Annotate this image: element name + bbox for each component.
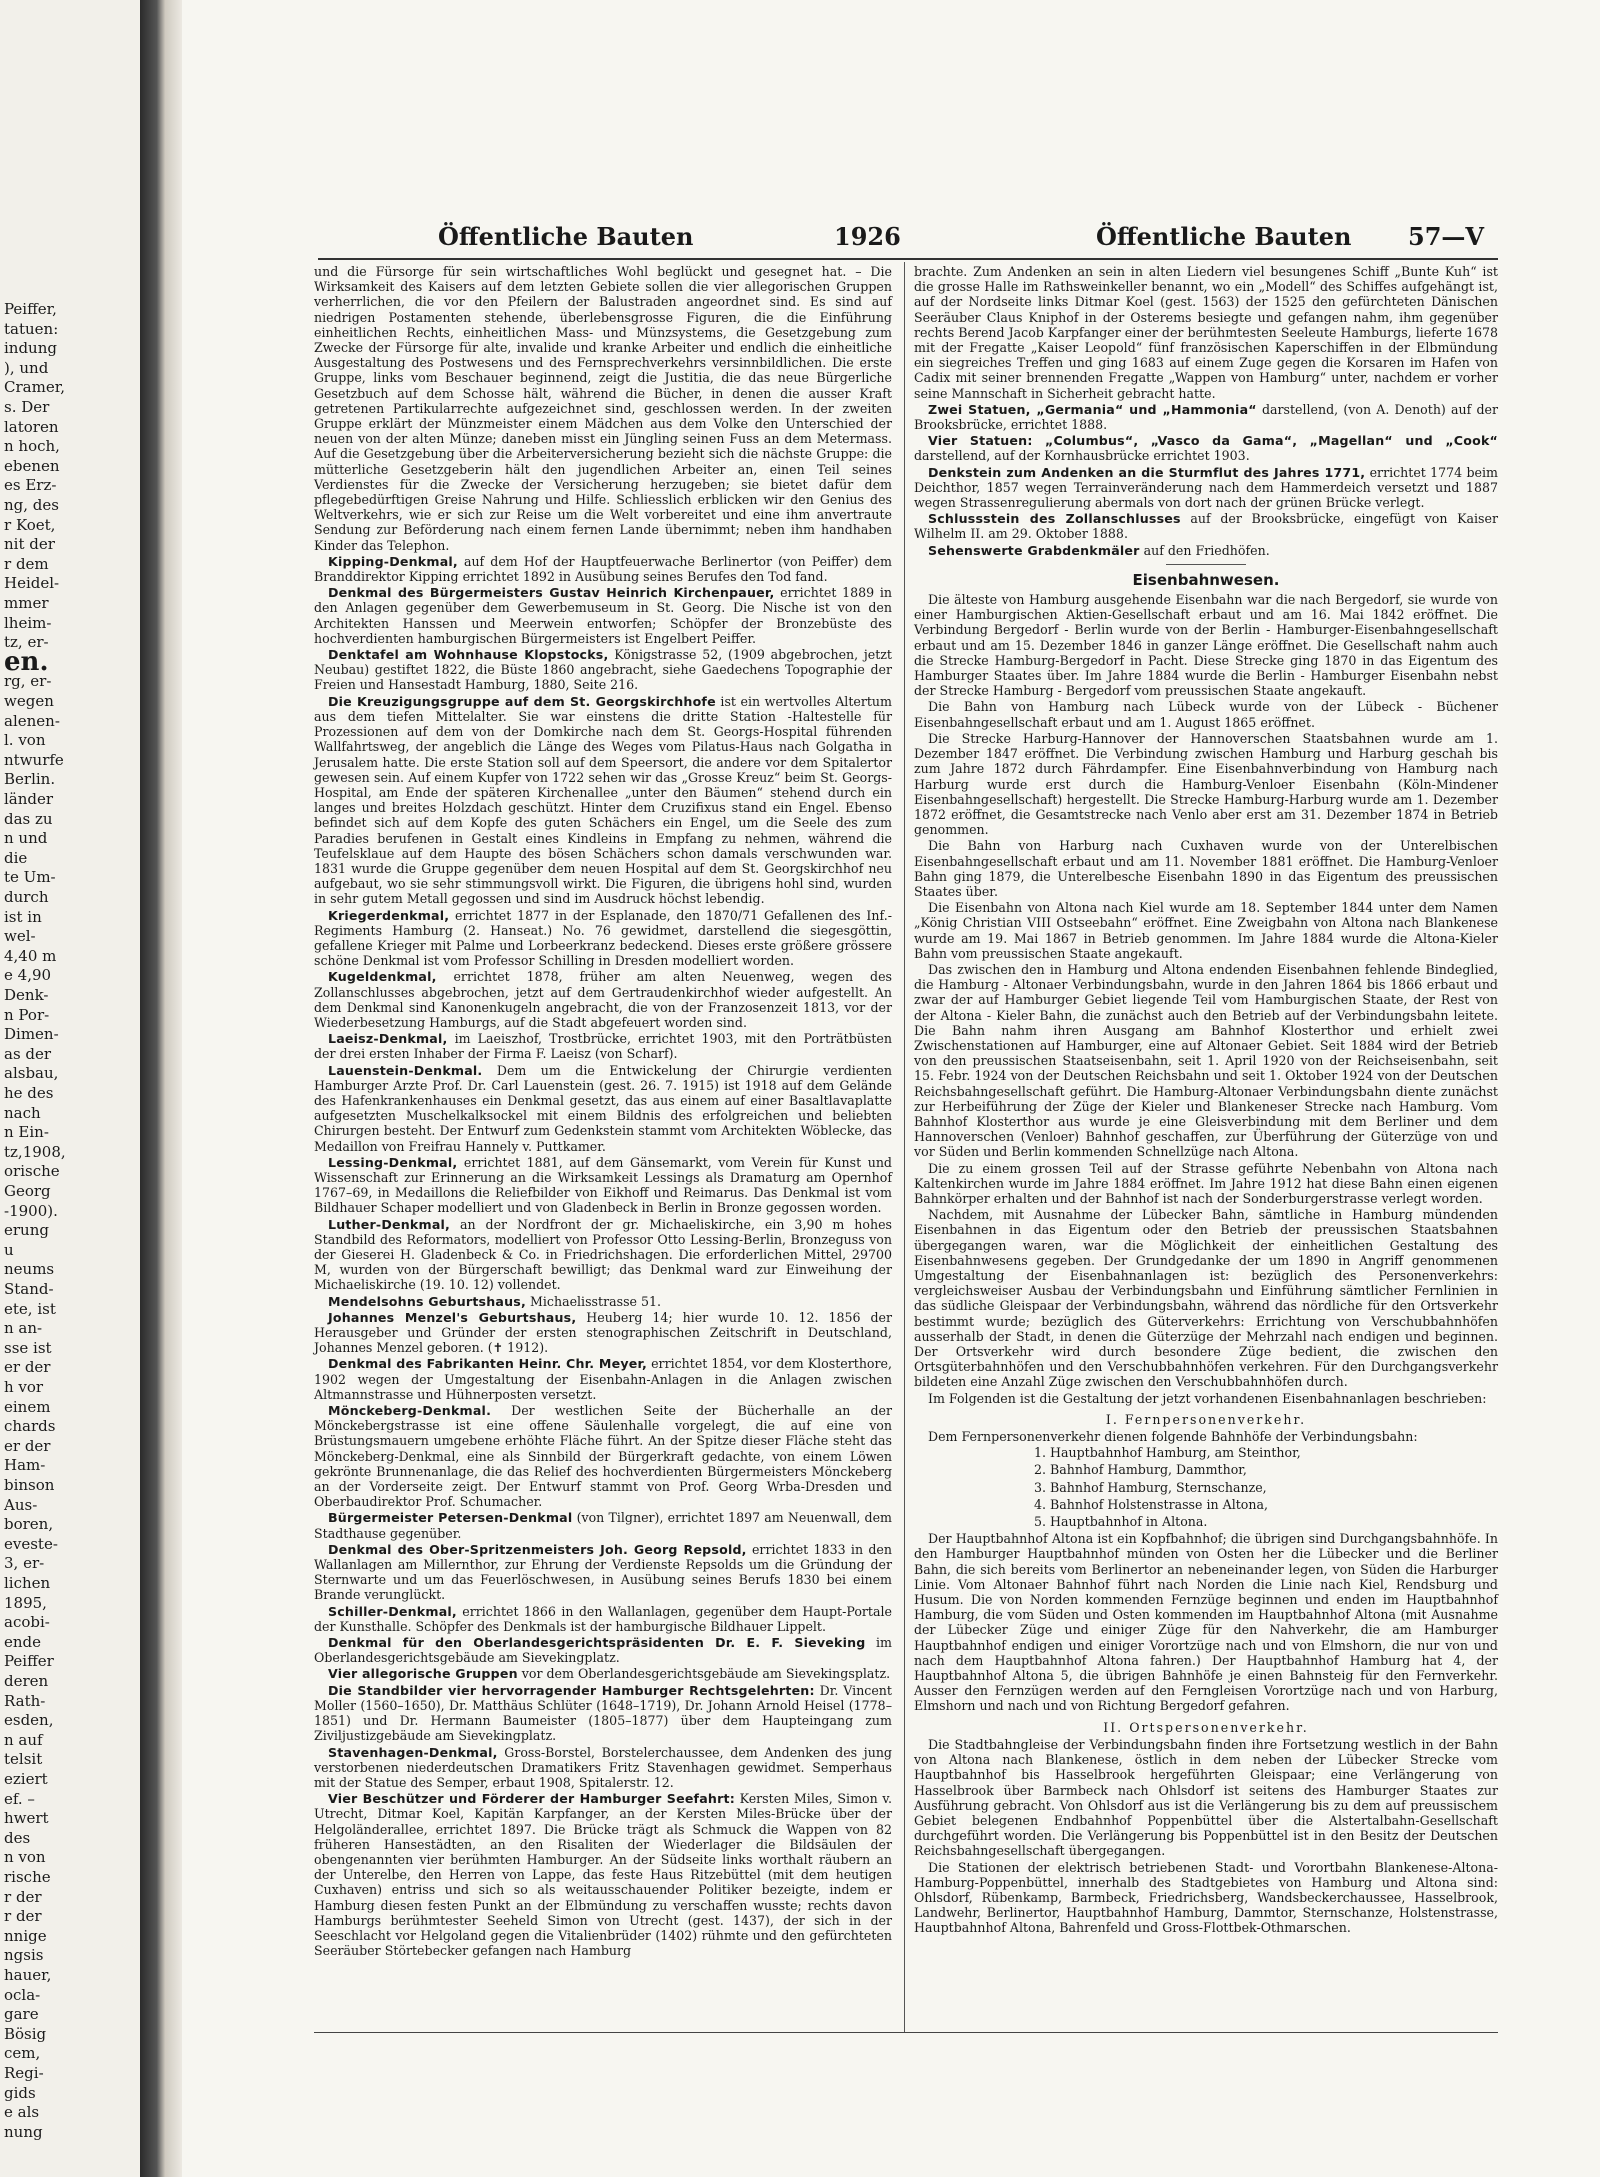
monument-entry — [314, 908, 892, 969]
left-fragment-line: r der — [4, 1887, 42, 1906]
left-fragment-line: Berlin. — [4, 770, 56, 789]
page — [182, 0, 1600, 2177]
left-fragment-line: tatuen: — [4, 319, 59, 338]
header-right-title: Öffentliche Bauten — [1096, 222, 1352, 251]
book-gutter — [140, 0, 182, 2177]
entry-heading: Kipping-Denkmal, — [328, 553, 458, 569]
left-fragment-line: -1900). — [4, 1201, 58, 1220]
left-fragment-line: Rath- — [4, 1691, 46, 1710]
left-fragment-line: telsit — [4, 1750, 43, 1769]
left-fragment-line: Dimen- — [4, 1025, 59, 1044]
eisenbahn-paragraph: Die Eisenbahn von Altona nach Kiel wurde am 18. September 1844 unter dem Namen „König Christian VIII Ostseebahn“ eröffnet. Eine Zweigbahn von Altona nach Blankenese wurde am 19. Mai 1867 in Betrieb genommen. Im Jahre 1884 wurde die Altona-Kieler Bahn vom preussischen Staate angekauft. — [914, 900, 1498, 961]
entry-text: errichtet 1881, auf dem Gänsemarkt, vom Verein für Kunst und Wissenschaft zur Erinnerung an die Wirksamkeit Lessings als Dramaturg am Opernhof 1767–69, in Medaillons die Reliefbilder von Eikhoff und Reimarus. Das Denkmal ist vom Bildhauer Schaper modelliert und von Gladenbeck in Berlin in Bronze gegossen worden. — [314, 1154, 892, 1216]
left-fragment-line: l. von — [4, 731, 46, 750]
header-left-title: Öffentliche Bauten — [438, 222, 694, 251]
entry-heading: Die Standbilder vier hervorragender Hamburger Rechtsgelehrten: — [328, 1682, 815, 1698]
left-page-fragment — [0, 0, 140, 2177]
left-fragment-line: as der — [4, 1044, 52, 1063]
entry-heading: Schiller-Denkmal, — [328, 1603, 457, 1619]
page-header — [182, 222, 1600, 262]
monument-entry — [914, 402, 1498, 432]
entry-text: brachte. Zum Andenken an sein in alten Liedern viel besungenes Schiff „Bunte Kuh“ ist die grosse Halle im Rathsweinkeller benannt, wo ein „Modell“ des Schiffes aufgehängt ist, auf der Nordseite links Ditmar Koel (gest. 1563) der 1525 den gefürchteten Dänischen Seeräuber Claus Kniphof in der Osterems besiegte und gefangen nahm, ihm gegenüber rechts Berend Jacob Karpfanger einer der berühmtesten Seeleute Hamburgs, lieferte 1678 mit der Fregatte „Kaiser Leopold“ fünf französischen Kaperschiffen in der Elbmündung ein siegreiches Treffen und ging 1683 auf einem Zuge gegen die Korsaren im Hafen von Cadix mit seiner brennenden Fregatte „Wappen von Hamburg“ unter, nachdem er vorher seine Mannschaft in Sicherheit gebracht hatte. — [914, 264, 1498, 401]
left-fragment-line: nach — [4, 1103, 41, 1122]
station-list — [914, 1445, 1498, 1529]
left-fragment-line: ende — [4, 1632, 42, 1651]
entry-heading: Lessing-Denkmal, — [328, 1154, 458, 1170]
left-fragment-line: orische — [4, 1162, 60, 1181]
left-fragment-line: länder — [4, 790, 54, 808]
entry-text: errichtet 1854, vor dem Klosterthore, 1902 wegen der Umgestaltung der Eisenbahn-Anlagen in die Anlagen zwischen Altmannstrasse und Hühnerposten versetzt. — [314, 1356, 892, 1402]
monument-entry — [314, 1403, 892, 1509]
left-fragment-line: r Koet, — [4, 515, 56, 534]
left-fragment-line: rg, er- — [4, 672, 52, 691]
station-item: 5. Hauptbahnhof in Altona. — [1034, 1514, 1208, 1530]
entry-text: auf den Friedhöfen. — [1143, 542, 1270, 558]
entry-text: im Laeiszhof, Trostbrücke, errichtet 1903, mit den Porträtbüsten der drei ersten Inhaber der Firma F. Laeisz (von Scharf). — [314, 1031, 892, 1062]
entry-heading: Vier allegorische Gruppen — [328, 1666, 518, 1682]
left-fragment-line: er der — [4, 1436, 51, 1455]
entry-text: im Oberlandesgerichtsgebäude am Sievekingplatz. — [314, 1635, 892, 1666]
left-fragment-line: ocla- — [4, 1985, 41, 2004]
entry-text: auf der Brooksbrücke, eingefügt von Kaiser Wilhelm II. am 29. Oktober 1888. — [914, 511, 1498, 542]
left-fragment-line: gids — [4, 2083, 36, 2102]
left-fragment-line: erung — [4, 1221, 49, 1240]
monument-entry — [314, 554, 892, 584]
left-fragment-line: n Por- — [4, 1005, 50, 1024]
monument-entry — [314, 1217, 892, 1293]
entry-text: errichtet 1877 in der Esplanade, den 1870/71 Gefallenen des Inf.-Regiments Hamburg (2. Hanseat.) No. 76 gewidmet, darstellend die siegesgöttin, gefallene Krieger mit Palme und Lorbeerkranz bedeckend. Dieses erste größere grössere schöne Denkmal ist vom Professor Schilling in Dresden modelliert worden. — [314, 907, 892, 969]
left-fragment-line: Peiffer — [4, 1652, 54, 1671]
left-fragment-line: e als — [4, 2103, 40, 2122]
left-fragment-line: r der — [4, 1907, 42, 1926]
page-number: 57—V — [1408, 222, 1485, 251]
left-fragment-line: rische — [4, 1868, 51, 1886]
monument-entry — [314, 1635, 892, 1665]
eisenbahn-paragraphs — [914, 592, 1498, 1406]
monument-entry — [314, 1745, 892, 1791]
left-fragment-line: es Erz- — [4, 476, 57, 495]
left-fragment-line: alsbau, — [4, 1064, 59, 1083]
entry-heading: Stavenhagen-Denkmal, — [328, 1744, 498, 1760]
left-fragment-line: die — [4, 848, 28, 867]
monument-entry — [314, 585, 892, 646]
left-fragment-line: latoren — [4, 417, 59, 436]
header-year: 1926 — [834, 222, 901, 251]
eisenbahn-paragraph: Die Bahn von Hamburg nach Lübeck wurde von der Lübeck - Büchener Eisenbahngesellschaft erbaut und am 1. August 1865 eröffnet. — [914, 699, 1498, 730]
monument-entry — [314, 694, 892, 907]
monument-entry — [314, 1294, 892, 1309]
left-fragment-line: e 4,90 — [4, 966, 52, 985]
orts-text: Die Stadtbahngleise der Verbindungsbahn finden ihre Fortsetzung westlich in der Bahn von Altona nach Blankenese, östlich in dem neben der Lübecker Strecke vom Hauptbahnhof bis Hasselbrook hergeführten Gleispaar; eine Verlängerung von Hasselbrook über Barmbeck nach Ohlsdorf ist seitens des Hamburger Staates zur Ausführung gebracht. Von Ohlsdorf aus ist die Verlängerung bis zu dem auf preussischem Gebiet belegenen Endbahnhof Poppenbüttel über die Alstertalbahn-Gesellschaft durchgeführt worden. Die Verlängerung bis Poppenbüttel ist in den Besitz der Deutschen Reichsbahngesellschaft übergegangen. — [914, 1736, 1498, 1859]
entry-heading: Mönckeberg-Denkmal. — [328, 1403, 492, 1419]
eisenbahn-paragraph: Die zu einem grossen Teil auf der Strasse geführte Nebenbahn von Altona nach Kaltenkirchen wurde im Jahre 1884 eröffnet. Im Jahre 1912 hat diese Bahn einen eigenen Bahnkörper erhalten und der Bahnhof ist nach der Sonderburgerstrasse verlegt worden. — [914, 1160, 1498, 1206]
left-fragment-line: neums — [4, 1260, 55, 1279]
left-fragment-line: Peiffer, — [4, 300, 57, 318]
orts-text-2: Die Stationen der elektrisch betriebenen Stadt- und Vorortbahn Blankenese-Altona-Hamburg-Poppenbüttel, innerhalb des Stadtgebietes von Hamburg und Altona sind: Ohlsdorf, Rübenkamp, Barmbeck, Friedrichsberg, Wandsbeckerchaussee, Hasselbrook, Landwehr, Berlinertor, Hauptbahnhof Hamburg, Dammtor, Sternschanze, Holstenstrasse, Hauptbahnhof Altona, Bahrenfeld und Gross-Flottbek-Othmarschen. — [914, 1859, 1498, 1936]
entry-heading: Zwei Statuen, „Germania“ und „Hammonia“ — [928, 401, 1257, 417]
entry-heading: Laeisz-Denkmal, — [328, 1031, 448, 1047]
section-divider — [1166, 564, 1246, 565]
left-fragment-line: durch — [4, 888, 49, 906]
monument-entry — [314, 1356, 892, 1402]
left-fragment-line: Heidel- — [4, 574, 60, 593]
left-fragment-line: Aus- — [4, 1495, 38, 1514]
left-fragment-line: ), und — [4, 358, 49, 377]
left-fragment-line: 1895, — [4, 1593, 47, 1612]
entry-text: und die Fürsorge für sein wirtschaftliches Wohl beglückt und gesegnet hat. – Die Wirksamkeit des Kaisers auf dem letzten Gebiete sollen die vier allegorischen Gruppen verherrlichen, die vor den Pfeilern der Balustraden angeordnet sind. Es sind auf niedrigen Postamenten stehende, überlebensgrosse Figuren, die die Einführung einheitlichen Rechts, einheitlichen Mass- und Münzsystems, die Gesetzgebung zum Zwecke der Fürsorge für alte, invalide und kranke Arbeiter und endlich die einheitliche Ausgestaltung des Postwesens und des Fernsprechverkehrs versinnbildlichen. Die erste Gruppe, links vom Beschauer beginnend, zeigt die Justitia, die das neue Bürgerliche Gesetzbuch auf dem Schosse hält, während die Bücher, in denen die ausser Kraft getretenen Partikularrechte aufgezeichnet sind, geschlossen werden. In der zweiten Gruppe erklärt der Münzmeister einem Mädchen aus dem Volke den Unterschied der neuen von der alten Münze; daneben misst ein Jüngling seinen Fuss an dem Metermass. Auf die Gesetzgebung über die Arbeiterversicherung bezieht sich die nächste Gruppe: die mütterliche Gesetzgeberin hält den jugendlichen Arbeiter an, einen Teil seines Verdienstes für die Zwecke der Versicherung herzugeben; sie bietet dafür dem pflegebedürftigen Greise Nahrung und Hilfe. Schliesslich erblicken wir den Genius des Weltverkehrs, wie er sich zur Reise um die Welt vorbereitet und eine ihm anvertraute Sendung zur Beförderung nach einem fernen Lande übernimmt; neben ihm handhaben Kinder das Telephon. — [314, 264, 892, 553]
left-fragment-line: Cramer, — [4, 378, 65, 397]
entry-heading: Denkmal des Bürgermeisters Gustav Heinrich Kirchenpauer, — [328, 585, 775, 601]
monument-entry — [314, 969, 892, 1030]
left-fragment-line: s. Der — [4, 398, 50, 416]
left-fragment-line: u — [4, 1240, 14, 1259]
subsection-ortspersonenverkehr: II. Ortspersonenverkehr. — [1103, 1719, 1309, 1735]
left-fragment-line: ef. – — [4, 1789, 35, 1808]
station-item: 3. Bahnhof Hamburg, Sternschanze, — [1034, 1479, 1267, 1495]
left-fragment-line: binson — [4, 1476, 55, 1494]
station-item: 2. Bahnhof Hamburg, Dammthor, — [1034, 1462, 1247, 1478]
entry-heading: Bürgermeister Petersen-Denkmal — [328, 1510, 573, 1526]
left-fragment-line: te Um- — [4, 868, 56, 887]
monument-entry — [914, 465, 1498, 511]
monument-entry — [914, 433, 1498, 463]
left-fragment-line: ist in — [4, 907, 42, 926]
monument-entry — [314, 1510, 892, 1540]
left-fragment-line: n hoch, — [4, 437, 60, 456]
entry-text: errichtet 1878, früher am alten Neuenweg, wegen des Zollanschlusses abgebrochen, jetzt auf dem Gertraudenkirchhof wieder aufgestellt. An dem Denkmal sind Kanonenkugeln angebracht, die von der Franzosenzeit 1813, vor der Wiederbesetzung Hamburgs, auf die Stadt abgefeuert worden sind. — [314, 969, 892, 1030]
left-fragment-line: sse ist — [4, 1338, 52, 1357]
left-fragment-line: mmer — [4, 594, 49, 612]
left-fragment-line: Bösig — [4, 2024, 47, 2043]
left-fragment-line: n auf — [4, 1730, 43, 1749]
eisenbahn-paragraph: Die Bahn von Harburg nach Cuxhaven wurde von der Unterelbischen Eisenbahngesellschaft erbaut und am 11. November 1881 eröffnet. Die Hamburg-Venloer Bahn ging 1879, die Unterelbesche Eisenbahn 1890 in das Eigentum des preussischen Staates über. — [914, 838, 1498, 899]
entry-text: Der westlichen Seite der Bücherhalle an der Mönckebergstrasse ist eine offene Säulenhalle vorgelegt, die auf eine von Brüstungsmauern umgebene erhöhte Fläche führt. An der Spitze dieser Fläche steht das Mönckeberg-Denkmal, eine als Sinnbild der Bürgerkraft gedachte, von einem Löwen gekrönte Brunnenanlage, die das Relief des hochverdienten Bürgermeisters Mönckeberg an der Vorderseite zeigt. Der Entwurf stammt von Prof. Georg Wrba-Dresden und Oberbaudirektor Prof. Schumacher. — [314, 1403, 892, 1510]
left-fragment-line: nung — [4, 2122, 43, 2141]
left-fragment-line: tz, er- — [4, 633, 49, 652]
monument-entry — [314, 1310, 892, 1356]
entry-text: Königstrasse 52, (1909 abgebrochen, jetzt Neubau) gestiftet 1822, die Büste 1860 angebracht, siehe Gaedechens Topographie der Freien und Hansestadt Hamburg, 1880, Seite 216. — [314, 647, 892, 693]
left-fragment-line: n von — [4, 1848, 46, 1867]
left-fragment-line: wegen — [4, 692, 54, 710]
entry-text: Gross-Borstel, Borstelerchaussee, dem Andenken des jung verstorbenen niederdeutschen Dramatikers Fritz Stavenhagen gewidmet. Semperhaus mit der Statue des Semper, erbaut 1908, Spitalerstr. 12. — [314, 1744, 892, 1790]
entry-text: Dem um die Entwickelung der Chirurgie verdienten Hamburger Arzte Prof. Dr. Carl Lauenstein (gest. 26. 7. 1915) ist 1918 auf dem Gelände des Hafenkrankenhauses ein Denkmal gesetzt, das aus einem auf einer Basaltlavaplatte aufgesetzten Muschelkalksockel mit einem Bildnis des erfolgreichen und beliebten Chirurgen besteht. Der Entwurf zum Gedenkstein stammt vom Architekten Wöblecke, das Medaillon von Freifrau Hannely v. Puttkamer. — [314, 1062, 892, 1154]
monument-entry — [314, 1683, 892, 1744]
entry-heading: Denktafel am Wohnhause Klopstocks, — [328, 647, 609, 663]
entry-text: (von Tilgner), errichtet 1897 am Neuenwall, dem Stadthause gegenüber. — [314, 1510, 892, 1541]
monument-entry — [314, 1666, 892, 1681]
entry-heading: Denkmal des Fabrikanten Heinr. Chr. Meyer, — [328, 1356, 648, 1372]
left-fragment-line: ngsis — [4, 1946, 44, 1965]
entry-text: Kersten Miles, Simon v. Utrecht, Ditmar Koel, Kapitän Karpfanger, an der Kersten Miles-Brücke über der Helgoländerallee, errichtet 1897. Die Brücke trägt als Schmuck die Wappen von 82 früheren Hansestädten, an den Risaliten der Wiederlager die Bildsäulen der obengenannten vier berühmten Hamburger. An der Südseite links worthalt räubern an der Unterelbe, den Herren von Lappe, das feste Haus Ritzebüttel (mit dem heutigen Cuxhaven) entriss und sich so als weitausschauender Politiker bezeigte, indem er Hamburg diesen festen Punkt an der Elbmündung zu verschaffen wusste; rechts davon Hamburgs berühmtester Seeheld Simon von Utrecht (gest. 1437), der sich in der Seeschlacht vor Helgoland gegen die Vitalienbrüder (1402) rühmte und den gefürchteten Seeräuber Störtebecker gefangen nach Hamburg — [314, 1791, 892, 1959]
entry-text: an der Nordfront der gr. Michaeliskirche, ein 3,90 m hohes Standbild des Reformators, modelliert von Professor Otto Lessing-Berlin, Bronzeguss von der Gieserei H. Gladenbeck & Co. in Friedrichshagen. Die erforderlichen Mittel, 29700 M, wurden von der Bürgerschaft bewilligt; das Denkmal ward zur Einweihung der Michaeliskirche (19. 10. 12) vollendet. — [314, 1216, 892, 1293]
entry-text: auf dem Hof der Hauptfeuerwache Berlinertor (von Peiffer) dem Branddirektor Kipping errichtet 1892 in Ausübung seines Berufes den Tod fand. — [314, 553, 892, 585]
monument-entry — [314, 264, 892, 553]
entry-heading: Kriegerdenkmal, — [328, 907, 450, 923]
left-fragment-line: nnige — [4, 1926, 47, 1945]
left-fragment-line: indung — [4, 339, 57, 358]
monument-entry — [314, 1791, 892, 1958]
eisenbahn-paragraph: Nachdem, mit Ausnahme der Lübecker Bahn, sämtliche in Hamburg mündenden Eisenbahnen in das Eigentum oder den Betrieb der preussischen Staatsbahnen übergegangen waren, war die Möglichkeit der einheitlichen Gestaltung des Eisenbahnwesens gegeben. Der Grundgedanke der um 1890 in Angriff genommenen Umgestaltung der Eisenbahnanlagen ist: bezüglich des Personenverkehrs: vergleichsweiser Ausbau der Verbindungsbahn und Einführung sämtlicher Fernlinien in das südliche Gleispaar der Verbindungsbahn, während das nördliche für den Ortsverkehr bestimmt wurde; bezüglich des Güterverkehrs: Errichtung von Verschubbahnhöfen ausserhalb der Stadt, in denen die Güterzüge der Mehrzahl nach endigen und beginnen. Der Ortsverkehr wird durch besondere Züge bedient, die zwischen den Ortsgüterbahnhöfen und den Verschubbahnhöfen verkehren. Für den Durchgangsverkehr bildeten eine Anzahl Züge zwischen den Verschubbahnhöfen durch. — [914, 1207, 1498, 1390]
eisenbahn-paragraph: Die Strecke Harburg-Hannover der Hannoverschen Staatsbahnen wurde am 1. Dezember 1847 eröffnet. Die Verbindung zwischen Hamburg und Harburg geschah bis zum Jahre 1872 durch Fährdampfer. Eine Eisenbahnverbindung von Hamburg nach Harburg wurde erst durch die Hamburg-Venloer Eisenbahn (Köln-Mindener Eisenbahngesellschaft) hergestellt. Die Strecke Hamburg-Harburg wurde am 1. Dezember 1872 eröffnet, die Gesamtstrecke nach Venlo aber erst am 31. Dezember 1874 in Betrieb genommen. — [914, 730, 1498, 838]
left-fragment-line: en. — [4, 646, 49, 677]
entry-heading: Denkstein zum Andenken an die Sturmflut des Jahres 1771, — [928, 464, 1366, 480]
left-fragment-line: wel- — [4, 927, 36, 946]
left-fragment-line: n an- — [4, 1319, 43, 1338]
entry-text: errichtet 1889 in den Anlagen gegenüber dem Gewerbemuseum in St. Georg. Die Nische ist von den Architekten Hanssen und Meerwein entworfen; Schöpfer der Bronzebüste des hochverdienten hamburgischen Bürgermeisters ist Engelbert Peiffer. — [314, 585, 892, 646]
entry-heading: Denkmal für den Oberlandesgerichtspräsidenten Dr. E. F. Sieveking — [328, 1635, 866, 1651]
left-fragment-line: 3, er- — [4, 1554, 45, 1573]
monument-list-continued — [914, 264, 1498, 558]
right-column — [914, 264, 1498, 1937]
entry-heading: Johannes Menzel's Geburtshaus, — [328, 1309, 577, 1325]
left-fragment-line: h vor — [4, 1378, 44, 1396]
left-fragment-line: r dem — [4, 554, 49, 573]
entry-heading: Schlussstein des Zollanschlusses — [928, 511, 1181, 527]
left-fragment-line: boren, — [4, 1515, 54, 1534]
left-fragment-line: des — [4, 1828, 31, 1847]
monument-entry — [314, 647, 892, 693]
subsection-fernpersonenverkehr: I. Fernpersonenverkehr. — [1105, 1411, 1307, 1427]
eisenbahn-paragraph: Das zwischen den in Hamburg und Altona endenden Eisenbahnen fehlende Bindeglied, die Hamburg - Altonaer Verbindungsbahn, wurde in den Jahren 1864 bis 1866 erbaut und zwar der auf Hamburger Gebiet liegende Teil vom Hamburgischen Staate, der Rest von der Altona - Kieler Bahn, die zunächst auch den Betrieb auf der Verbindungsbahn leitete. Die Bahn nahm ihren Ausgang am Bahnhof Klosterthor und erhielt zwei Zwischenstationen auf Hamburger, eine auf Altonaer Gebiet. Seit 1884 wird der Betrieb von den preussischen Staatseisenbahn, seit 1. April 1920 von der Reichseisenbahn, seit 15. Febr. 1924 von der Deutschen Reichsbahn und seit 1. Oktober 1924 von der Deutschen Reichsbahngesellschaft geführt. Die Hamburg-Altonaer Verbindungsbahn diente zunächst zur Herbeiführung der Züge der Kieler und Blankeneser Strecke nach Hamburg. Vom Bahnhof Klosterthor aus wurde je eine Gleisverbindung mit dem Berliner und dem Hannoverschen (Venloer) Bahnhof geschaffen, zur Überführung der Güterzüge von und vor Süden und Berlin kommenden Schnellzüge nach Altona. — [914, 961, 1498, 1160]
left-fragment-line: tz,1908, — [4, 1142, 66, 1161]
entry-text: ist ein wertvolles Altertum aus dem tiefen Mittelalter. Sie war einstens die dritte Station -Haltestelle für Prozessionen auf dem von der Domkirche nach dem St. Georgs-Hospital führenden Wallfahrtsweg, der angeblich die Länge des Weges vom Pilatus-Haus nach Golgatha in Jerusalem hatte. Die erste Station soll auf dem Speersort, die andere vor dem Spitalertor gewesen sein. Auf einem Kupfer von 1722 sehen wir das „Grosse Kreuz“ beim St. Georgs-Hospital, am Ende der späteren Kirchenallee „unter den Bäumen“ stehend durch ein langes und breites Holzdach geschützt. Hinter dem Cruzifixus stand ein Engel. Ebenso befindet sich auf dem Kopfe des guten Schächers ein Engel, um die Seele des zum Paradies berufenen in Gestalt eines Kindleins in Empfang zu nehmen, während die Teufelsklaue auf dem Haupte des bösen Schächers schon damals verschwunden war. 1831 wurde die Gruppe gegenüber dem neuen Hospital auf dem St. Georgskirchhof neu aufgebaut, wo sie sehr stimmungsvoll wirkt. Die Figuren, die übrigens hohl sind, wurden in sehr gutem Metall gegossen und sind im Ausdruck höchst lebendig. — [314, 693, 892, 907]
left-fragment-line: lheim- — [4, 613, 52, 632]
left-fragment-line: acobi- — [4, 1613, 50, 1632]
left-fragment-line: ebenen — [4, 456, 60, 475]
entry-heading: Lauenstein-Denkmal. — [328, 1062, 483, 1078]
section-title-eisenbahnwesen: Eisenbahnwesen. — [1132, 570, 1280, 589]
left-fragment-line: das zu — [4, 809, 53, 828]
column-divider — [904, 262, 905, 2032]
left-fragment-line: lichen — [4, 1574, 51, 1592]
left-fragment-line: Stand- — [4, 1280, 54, 1298]
monument-entry — [314, 1063, 892, 1154]
left-fragment-line: Georg — [4, 1182, 51, 1200]
entry-text: Heuberg 14; hier wurde 10. 12. 1856 der Herausgeber und Gründer der ersten stenographischen Zeitschrift in Deutschland, Johannes Menzel geboren. (✝ 1912). — [314, 1309, 892, 1356]
entry-text: errichtet 1774 beim Deichthor, 1857 wegen Terrainveränderung nach dem Hammerdeich versetzt und 1887 wegen Strassenregulierung abermals von dort nach der grünen Brücke verlegt. — [914, 464, 1498, 511]
entry-heading: Luther-Denkmal, — [328, 1216, 451, 1232]
left-column — [314, 264, 892, 1959]
left-fragment-line: Denk- — [4, 986, 49, 1004]
fern-intro: Dem Fernpersonenverkehr dienen folgende Bahnhöfe der Verbindungsbahn: — [928, 1429, 1418, 1445]
left-fragment-line: he des — [4, 1084, 54, 1102]
entry-heading: Sehenswerte Grabdenkmäler — [928, 542, 1140, 558]
entry-text: Dr. Vincent Moller (1560–1650), Dr. Matthäus Schlüter (1648–1719), Dr. Johann Arnold Heisel (1778–1851) und Dr. Hermann Baumeister (1805–1877) über dem Haupteingang zum Ziviljustizgebäude am Sievekingplatz. — [314, 1682, 892, 1744]
entry-heading: Vier Statuen: „Columbus“, „Vasco da Gama“, „Magellan“ und „Cook“ — [928, 433, 1498, 449]
entry-text: darstellend, auf der Kornhausbrücke errichtet 1903. — [914, 448, 1250, 464]
entry-text: darstellend, (von A. Denoth) auf der Brooksbrücke, errichtet 1888. — [914, 401, 1498, 433]
entry-heading: Mendelsohns Geburtshaus, — [328, 1293, 526, 1309]
station-item: 1. Hauptbahnhof Hamburg, am Steinthor, — [1034, 1445, 1301, 1461]
monument-entry — [314, 1155, 892, 1216]
bottom-rule — [314, 2032, 1498, 2033]
fern-text: Der Hauptbahnhof Altona ist ein Kopfbahnhof; die übrigen sind Durchgangsbahnhöfe. In den Hamburger Hauptbahnhof münden von Osten her die Lübecker und die Berliner Bahn, die sich bereits vom Berlinertor an nebeneinander legen, von Süden die Harburger Linie. Vom Altonaer Bahnhof führt nach Norden die Linie nach Kiel, Rendsburg und Husum. Die von Norden kommenden Fernzüge beginnen und enden im Hauptbahnhof Hamburg, die vom Süden und Osten kommenden im Hauptbahnhof Altona (mit Ausnahme der Lübecker Züge und einiger Züge für den Nahverkehr, die am Hamburger Hauptbahnhof endigen und einiger Vorortzüge nach und von Elmshorn, die nur von und nach dem Hauptbahnhof Altona fahren.) Der Hauptbahnhof Hamburg hat 4, der Hauptbahnhof Altona 5, die übrigen Bahnhöfe je einen Bahnsteig für den Fernverkehr. Ausser den Fernzügen werden auf den Ferngleisen Vorortzüge nach und von Harburg, Elmshorn und nach und von Richtung Bergedorf gefahren. — [914, 1531, 1498, 1714]
left-fragment-line: 4,40 m — [4, 946, 57, 965]
left-fragment-line: deren — [4, 1672, 49, 1690]
left-fragment-line: ntwurfe — [4, 750, 64, 769]
monument-entry — [314, 1031, 892, 1061]
left-fragment-line: n und — [4, 829, 48, 848]
left-fragment-line: eveste- — [4, 1534, 58, 1553]
left-fragment-line: cem, — [4, 2044, 41, 2063]
entry-text: errichtet 1833 in den Wallanlagen am Millernthor, zur Ehrung der Verdienste Repsolds um die Gründung der Sternwarte und um das Feuerlöschwesen, in Ausübung seines Berufs 1830 bei einem Brande verunglückt. — [314, 1541, 892, 1603]
station-item: 4. Bahnhof Holstenstrasse in Altona, — [1034, 1496, 1269, 1512]
entry-heading: Vier Beschützer und Förderer der Hamburger Seefahrt: — [328, 1791, 735, 1807]
entry-heading: Kugeldenkmal, — [328, 969, 437, 985]
left-fragment-line: ng, des — [4, 496, 59, 514]
left-fragment-line: ete, ist — [4, 1299, 56, 1318]
monument-entry — [914, 511, 1498, 541]
entry-text: vor dem Oberlandesgerichtsgebäude am Sievekingsplatz. — [521, 1666, 891, 1682]
entry-heading: Die Kreuzigungsgruppe auf dem St. Georgskirchhofe — [328, 693, 716, 709]
left-fragment-line: n Ein- — [4, 1123, 49, 1142]
entry-text: Michaelisstrasse 51. — [529, 1293, 662, 1309]
left-fragment-line: esden, — [4, 1711, 54, 1730]
monument-entry — [314, 1604, 892, 1634]
left-fragment-line: gare — [4, 2005, 39, 2024]
left-fragment-line: Regi- — [4, 2064, 44, 2082]
left-fragment-line: Ham- — [4, 1456, 46, 1475]
left-fragment-line: chards — [4, 1417, 56, 1436]
monument-entry — [914, 543, 1498, 558]
left-fragment-line: alenen- — [4, 711, 60, 730]
left-fragment-line: nit der — [4, 535, 55, 554]
monument-entry — [914, 264, 1498, 401]
left-fragment-line: er der — [4, 1358, 51, 1377]
eisenbahn-paragraph: Im Folgenden ist die Gestaltung der jetzt vorhandenen Eisenbahnanlagen beschrieben: — [928, 1390, 1487, 1406]
header-rule — [318, 258, 1498, 260]
monument-entry — [314, 1542, 892, 1603]
eisenbahn-paragraph: Die älteste von Hamburg ausgehende Eisenbahn war die nach Bergedorf, sie wurde von einer Hamburgischen Aktien-Gesellschaft erbaut und am 16. Mai 1842 eröffnet. Die Verbindung Bergedorf - Berlin wurde von der Berlin - Hamburger-Eisenbahngesellschaft erbaut und am 15. Dezember 1846 in ganzer Länge eröffnet. Die Gesellschaft nahm auch die Strecke Hamburg-Bergedorf in Pacht. Diese Strecke ging 1870 in das Eigentum des Hamburger Staates über. Im Jahre 1884 wurde die Berlin - Hamburger Eisenbahn nebst der Strecke Hamburg - Bergedorf vom preussischen Staate angekauft. — [914, 592, 1498, 699]
left-fragment-line: hauer, — [4, 1966, 52, 1984]
left-fragment-line: einem — [4, 1397, 51, 1416]
left-fragment-line: eziert — [4, 1770, 48, 1788]
entry-heading: Denkmal des Ober-Spritzenmeisters Joh. Georg Repsold, — [328, 1541, 747, 1557]
entry-text: errichtet 1866 in den Wallanlagen, gegenüber dem Haupt-Portale der Kunsthalle. Schöpfer des Denkmals ist der hamburgische Bildhauer Lippelt. — [314, 1603, 892, 1634]
left-fragment-line: hwert — [4, 1809, 49, 1828]
